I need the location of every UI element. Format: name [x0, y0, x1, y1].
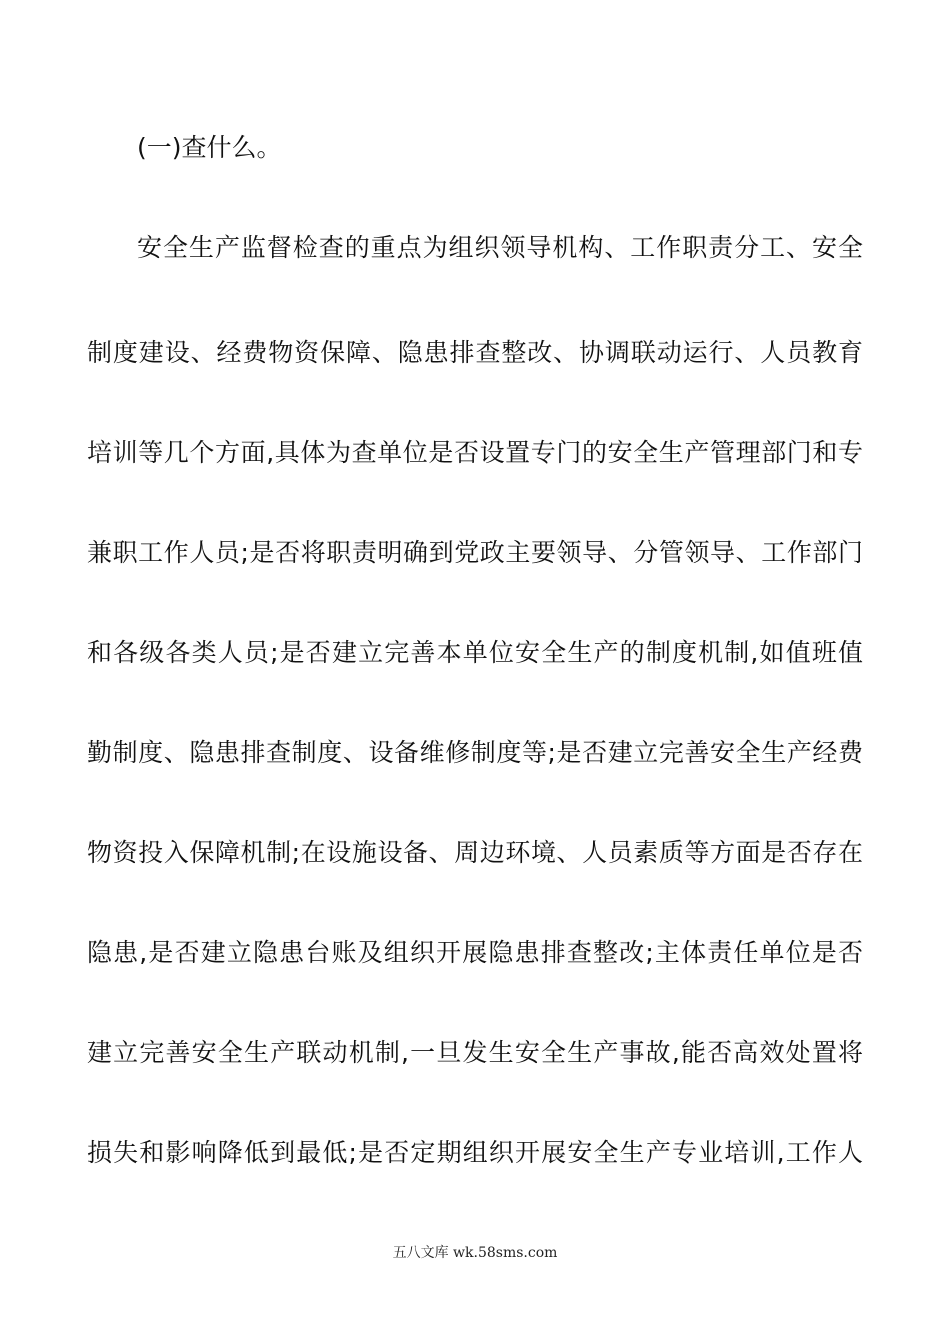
paragraph-line: 损失和影响降低到最低;是否定期组织开展安全生产专业培训,工作人	[87, 1138, 863, 1167]
paragraph-line: 勤制度、隐患排查制度、设备维修制度等;是否建立完善安全生产经费	[87, 738, 863, 767]
paragraph-line: 兼职工作人员;是否将职责明确到党政主要领导、分管领导、工作部门	[87, 538, 863, 567]
section-heading: (一)查什么。	[137, 133, 282, 162]
paragraph-line: 培训等几个方面,具体为查单位是否设置专门的安全生产管理部门和专	[87, 438, 863, 467]
paragraph-line: 物资投入保障机制;在设施设备、周边环境、人员素质等方面是否存在	[87, 838, 863, 867]
paragraph-line: 和各级各类人员;是否建立完善本单位安全生产的制度机制,如值班值	[87, 638, 863, 667]
footer-watermark: 五八文库 wk.58sms.com	[392, 1245, 558, 1261]
paragraph-line: 隐患,是否建立隐患台账及组织开展隐患排查整改;主体责任单位是否	[87, 938, 863, 967]
paragraph-line: 建立完善安全生产联动机制,一旦发生安全生产事故,能否高效处置将	[87, 1038, 863, 1067]
paragraph-line: 安全生产监督检查的重点为组织领导机构、工作职责分工、安全	[137, 233, 863, 262]
paragraph-line: 制度建设、经费物资保障、隐患排查整改、协调联动运行、人员教育	[87, 338, 863, 367]
